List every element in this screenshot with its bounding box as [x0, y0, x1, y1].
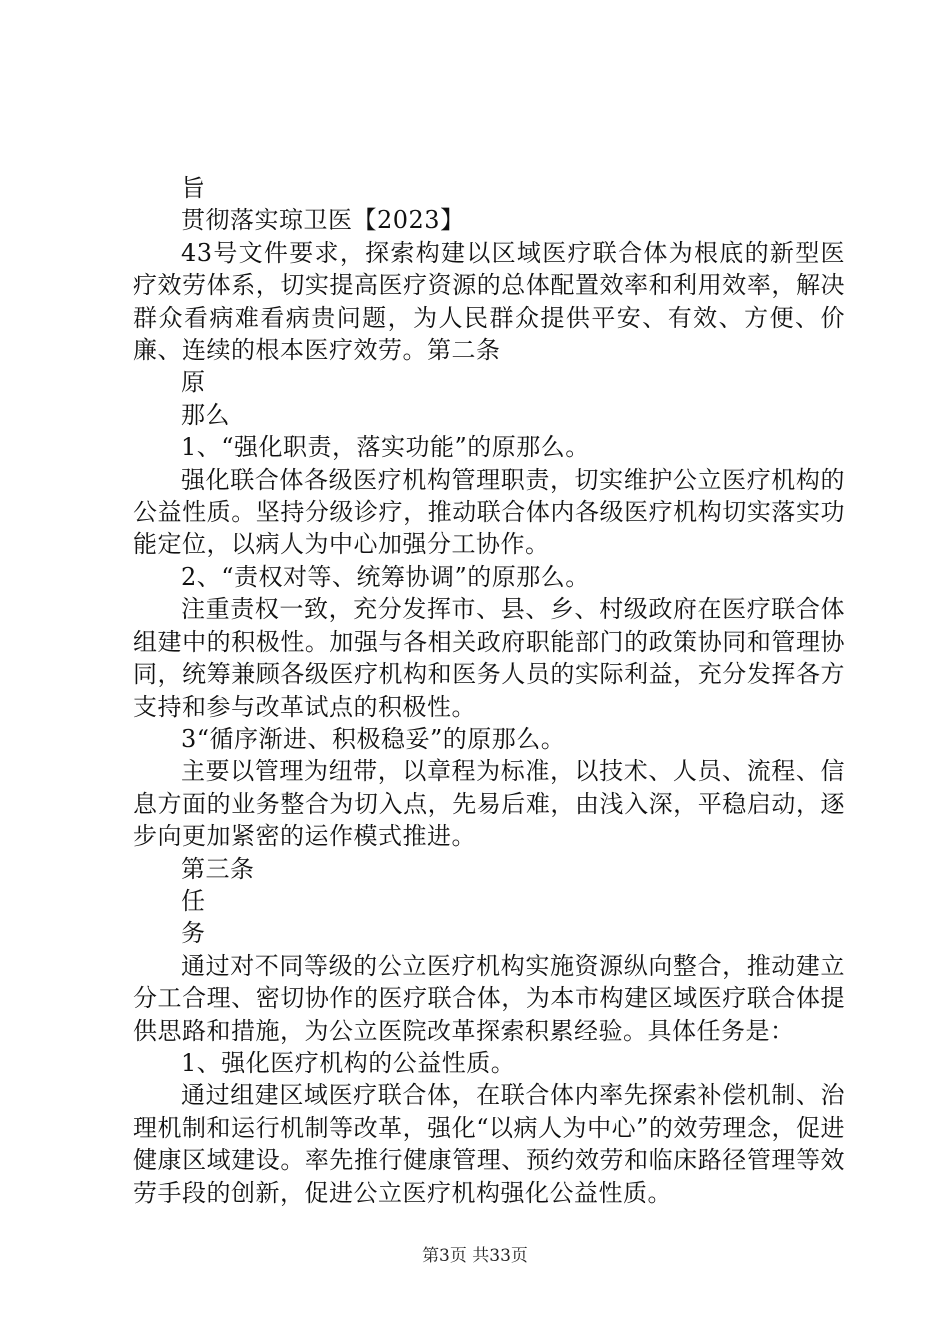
paragraph: 强化联合体各级医疗机构管理职责，切实维护公立医疗机构的公益性质。坚持分级诊疗，推动联合体内各级医疗机构切实落实功能定位，以病人为中心加强分工协作。 [133, 465, 845, 559]
paragraph: 原 [181, 368, 206, 397]
paragraph: 43号文件要求，探索构建以区域医疗联合体为根底的新型医疗效劳体系，切实提高医疗资源的总体配置效率和利用效率，解决群众看病难看病贵问题，为人民群众提供平安、有效、方便、价廉、连续的根本医疗效劳。第二条 [133, 238, 845, 365]
paragraph: 主要以管理为纽带，以章程为标准，以技术、人员、流程、信息方面的业务整合为切入点，先易后难，由浅入深，平稳启动，逐步向更加紧密的运作模式推进。 [133, 757, 845, 851]
paragraph: 旨 [181, 174, 206, 202]
paragraph: 1、“强化职责，落实功能”的原那么。 [181, 433, 590, 462]
paragraph: 务 [181, 919, 206, 948]
paragraph: 第三条 [181, 854, 255, 883]
paragraph: 2、“责权对等、统筹协调”的原那么。 [181, 562, 590, 591]
paragraph: 贯彻落实琼卫医【2023】 [181, 206, 465, 235]
document-body [133, 172, 845, 1209]
page-footer: 第3页 共33页 [422, 1246, 528, 1266]
paragraph: 通过对不同等级的公立医疗机构实施资源纵向整合，推动建立分工合理、密切协作的医疗联合体，为本市构建区域医疗联合体提供思路和措施，为公立医院改革探索积累经验。具体任务是： [133, 951, 845, 1045]
paragraph: 3“循序渐进、积极稳妥”的原那么。 [181, 724, 566, 753]
paragraph: 那么 [181, 400, 230, 429]
paragraph: 注重责权一致，充分发挥市、县、乡、村级政府在医疗联合体组建中的积极性。加强与各相关政府职能部门的政策协同和管理协同，统筹兼顾各级医疗机构和医务人员的实际利益，充分发挥各方支持和参与改革试点的积极性。 [133, 595, 845, 721]
paragraph: 任 [181, 886, 206, 915]
paragraph: 通过组建区域医疗联合体，在联合体内率先探索补偿机制、治理机制和运行机制等改革，强化“以病人为中心”的效劳理念，促进健康区域建设。率先推行健康管理、预约效劳和临床路径管理等效劳手段的创新，促进公立医疗机构强化公益性质。 [133, 1081, 845, 1207]
paragraph: 1、强化医疗机构的公益性质。 [181, 1048, 516, 1077]
